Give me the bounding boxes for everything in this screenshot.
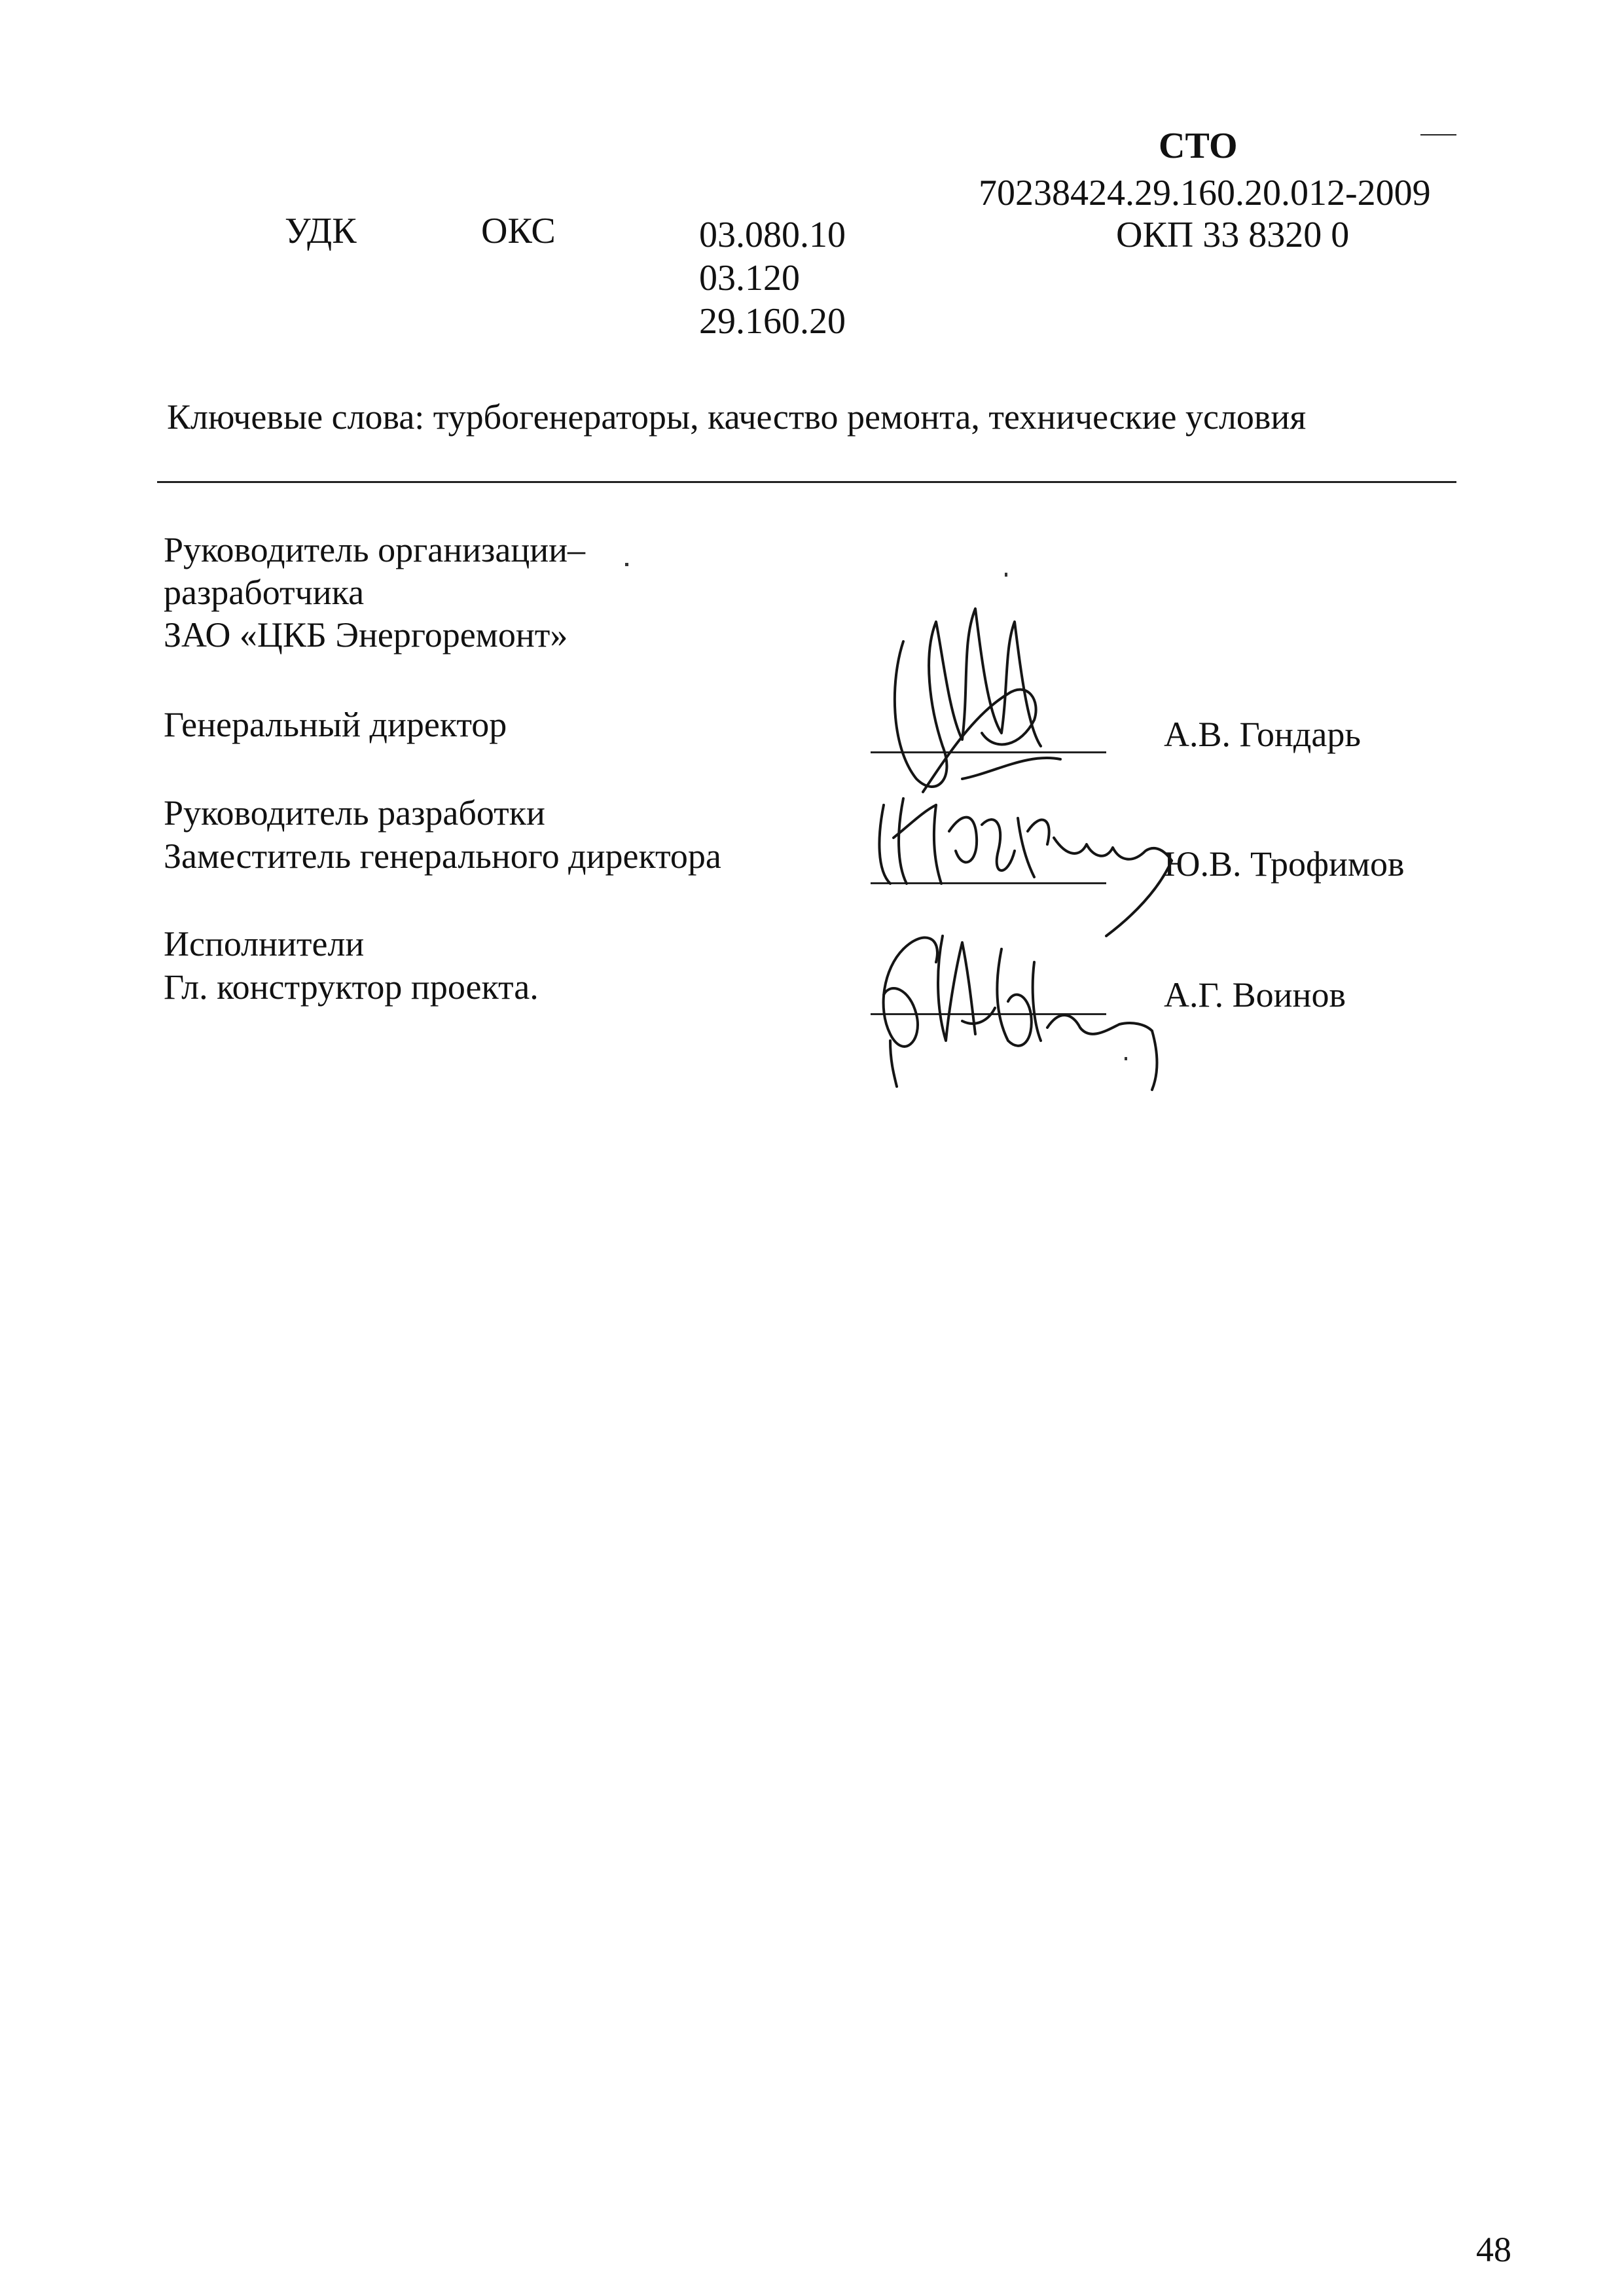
top-right-dash bbox=[1420, 134, 1456, 135]
sto-number: 70238424.29.160.20.012-2009 bbox=[979, 173, 1431, 213]
signatory-name: Ю.В. Трофимов bbox=[1164, 844, 1405, 884]
position-line: Генеральный директор bbox=[164, 705, 507, 744]
oks-code: 03.120 bbox=[699, 258, 800, 298]
role-line: Заместитель генерального директора bbox=[164, 836, 721, 876]
okp-code: ОКП 33 8320 0 bbox=[1116, 215, 1350, 255]
role-line: Гл. конструктор проекта. bbox=[164, 967, 539, 1007]
role-line: Руководитель разработки bbox=[164, 793, 545, 833]
oks-code: 03.080.10 bbox=[699, 215, 846, 255]
keywords-divider bbox=[157, 481, 1456, 483]
role-line: Руководитель организации– bbox=[164, 530, 586, 569]
signatory-name: А.Г. Воинов bbox=[1164, 975, 1346, 1014]
signature-voinov bbox=[864, 910, 1191, 1093]
role-line: ЗАО «ЦКБ Энергоремонт» bbox=[164, 615, 568, 655]
oks-code: 29.160.20 bbox=[699, 301, 846, 342]
page-number: 48 bbox=[1476, 2230, 1511, 2269]
role-line: Исполнители bbox=[164, 924, 365, 963]
sto-title: СТО bbox=[1159, 126, 1238, 166]
ink-speck bbox=[1005, 573, 1007, 577]
oks-label: ОКС bbox=[481, 211, 556, 251]
udk-label: УДК bbox=[285, 211, 357, 251]
signature-gondar bbox=[864, 583, 1074, 805]
keywords-line: Ключевые слова: турбогенераторы, качество ремонта, технические условия bbox=[167, 397, 1307, 437]
ink-speck bbox=[625, 563, 628, 566]
role-line: разработчика bbox=[164, 573, 365, 612]
ink-speck bbox=[1125, 1057, 1127, 1060]
signatory-name: А.В. Гондарь bbox=[1164, 715, 1361, 754]
